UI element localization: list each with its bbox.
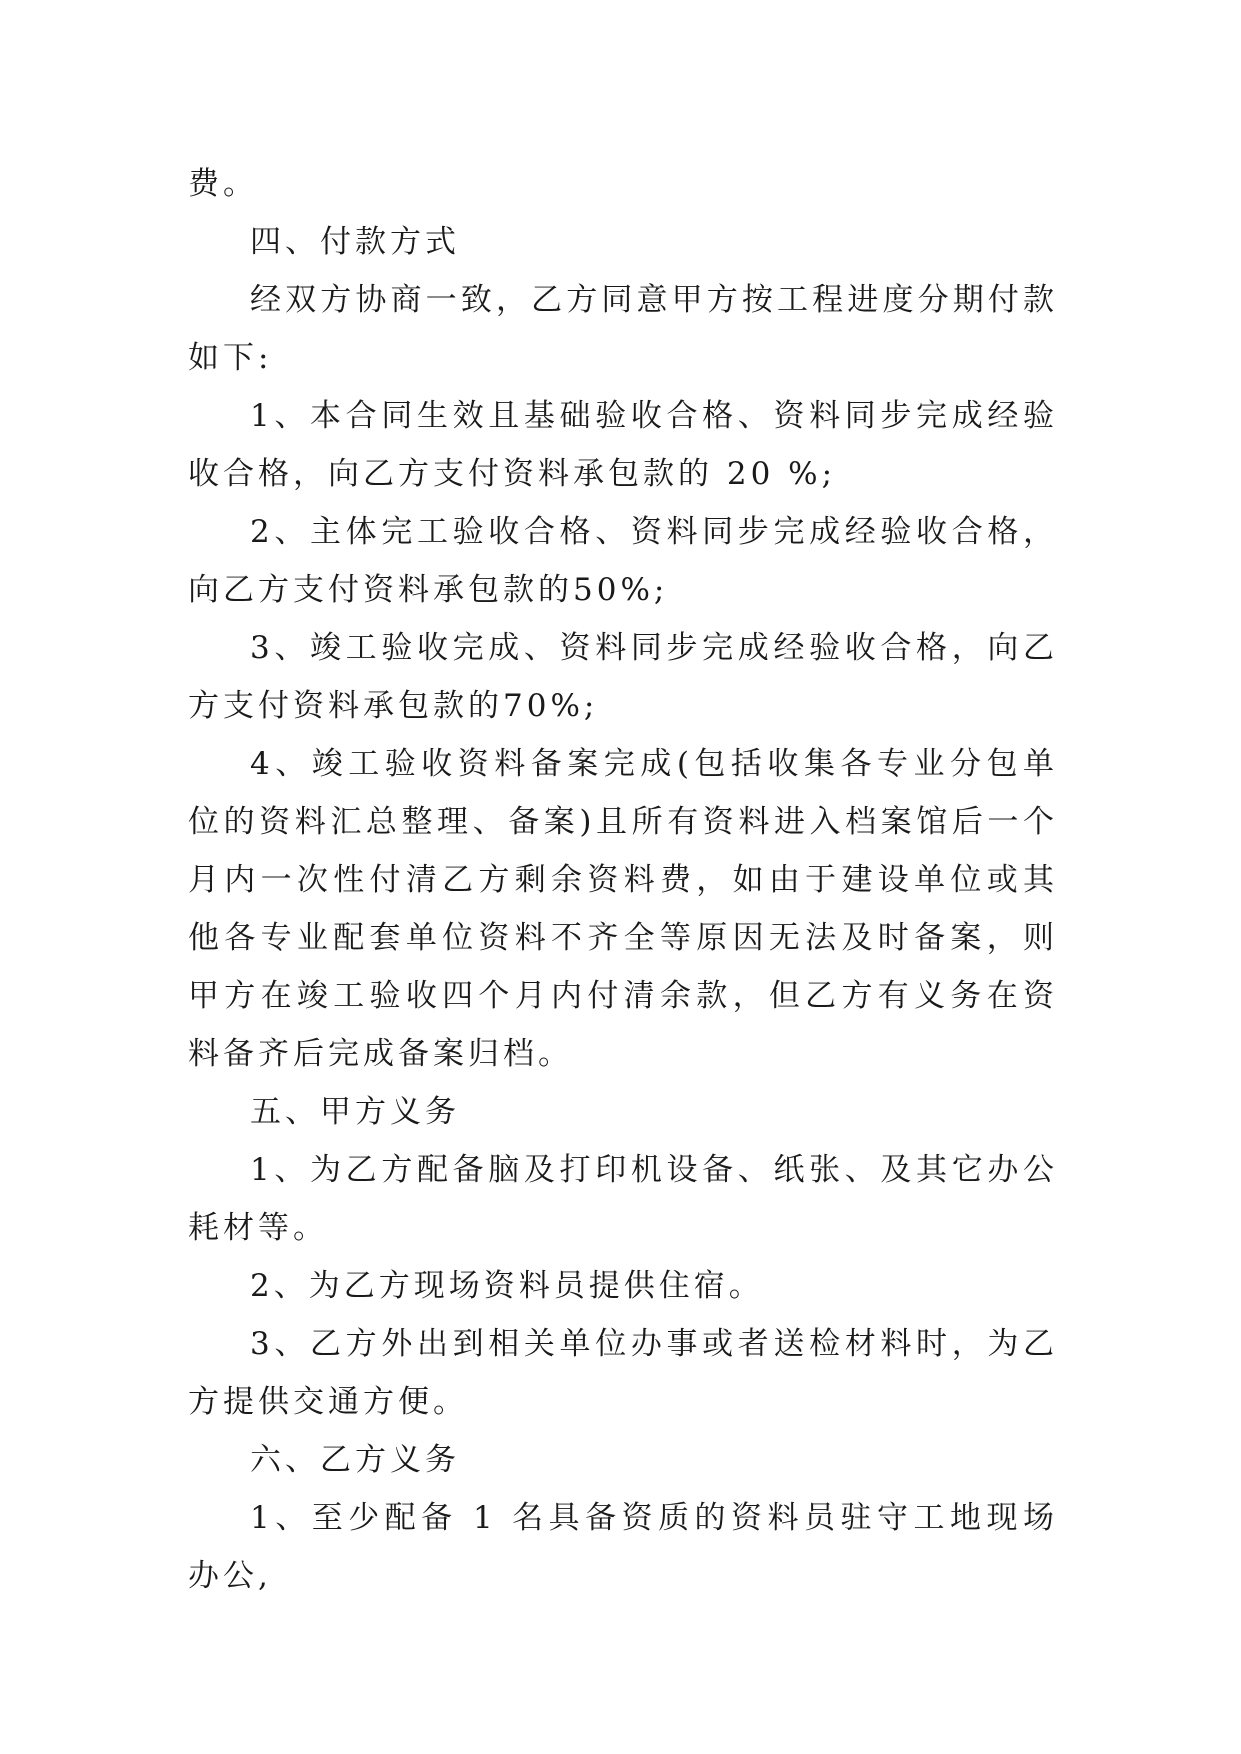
section-heading-party-b-obligations: 六、乙方义务 — [250, 1442, 460, 1478]
list-item: 1、本合同生效且基础验收合格、资料同步完成经验收合格，向乙方支付资料承包款的 20 %; — [188, 398, 1058, 492]
paragraph-continuation: 费。 — [188, 166, 258, 202]
list-item: 3、乙方外出到相关单位办事或者送检材料时，为乙方提供交通方便。 — [188, 1326, 1058, 1420]
list-item: 1、至少配备 1 名具备资质的资料员驻守工地现场办公, — [188, 1500, 1058, 1594]
list-item: 2、主体完工验收合格、资料同步完成经验收合格，向乙方支付资料承包款的50%; — [188, 514, 1058, 608]
list-item: 4、竣工验收资料备案完成(包括收集各专业分包单位的资料汇总整理、备案)且所有资料进入档案馆后一个月内一次性付清乙方剩余资料费，如由于建设单位或其他各专业配套单位资料不齐全等原因无法及时备案，则甲方在竣工验收四个月内付清余款，但乙方有义务在资料备齐后完成备案归档。 — [188, 746, 1058, 1072]
list-item: 3、竣工验收完成、资料同步完成经验收合格，向乙方支付资料承包款的70%; — [188, 630, 1058, 724]
list-item: 2、为乙方现场资料员提供住宿。 — [250, 1268, 764, 1304]
document-body — [188, 155, 1058, 1605]
list-item: 1、为乙方配备脑及打印机设备、纸张、及其它办公耗材等。 — [188, 1152, 1058, 1246]
section-heading-party-a-obligations: 五、甲方义务 — [250, 1094, 460, 1130]
section-heading-payment: 四、付款方式 — [250, 224, 460, 260]
paragraph: 经双方协商一致，乙方同意甲方按工程进度分期付款如下: — [188, 282, 1058, 376]
